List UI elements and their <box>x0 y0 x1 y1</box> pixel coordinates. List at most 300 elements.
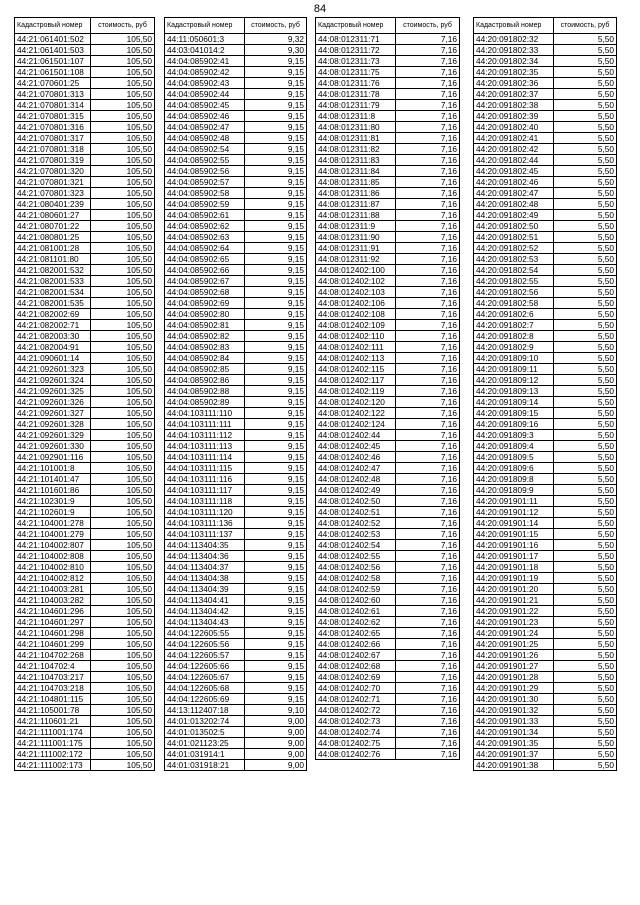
cost-value: 105,50 <box>91 485 155 496</box>
table-row <box>474 441 617 452</box>
cost-value: 7,16 <box>396 606 460 617</box>
cost-value: 7,16 <box>396 254 460 265</box>
table-row <box>316 694 460 705</box>
cadastral-number: 44:04:085902:68 <box>165 287 245 298</box>
table-row <box>165 320 307 331</box>
table-row <box>165 155 307 166</box>
table-row <box>316 749 460 760</box>
cadastral-number: 44:20:091901:23 <box>474 617 554 628</box>
cost-value: 9,15 <box>245 210 307 221</box>
table-row <box>165 716 307 727</box>
table-row <box>165 749 307 760</box>
cost-value: 7,16 <box>396 111 460 122</box>
table-row <box>15 386 155 397</box>
cost-value: 5,50 <box>554 584 617 595</box>
table-row <box>15 705 155 716</box>
cost-value: 7,16 <box>396 342 460 353</box>
table-row <box>474 694 617 705</box>
table-row <box>474 331 617 342</box>
table-row <box>165 232 307 243</box>
cadastral-number: 44:21:070601:25 <box>15 78 91 89</box>
cadastral-number: 44:20:091802:9 <box>474 342 554 353</box>
cost-value: 9,15 <box>245 419 307 430</box>
table-row <box>165 45 307 56</box>
cadastral-number: 44:04:085902:43 <box>165 78 245 89</box>
cadastral-number: 44:20:091809:9 <box>474 485 554 496</box>
table-row <box>165 628 307 639</box>
table-row <box>165 430 307 441</box>
cadastral-number: 44:21:092901:116 <box>15 452 91 463</box>
table-row <box>316 276 460 287</box>
table-row <box>474 540 617 551</box>
cadastral-number: 44:20:091802:54 <box>474 265 554 276</box>
table-row <box>165 661 307 672</box>
header-cost: стоимость, руб <box>396 18 460 34</box>
cadastral-number: 44:21:070801:317 <box>15 133 91 144</box>
table-row <box>474 628 617 639</box>
cadastral-number: 44:04:085902:55 <box>165 155 245 166</box>
cadastral-number: 44:21:080601:27 <box>15 210 91 221</box>
cost-value: 7,16 <box>396 67 460 78</box>
cadastral-number: 44:20:091802:6 <box>474 309 554 320</box>
cost-value: 9,15 <box>245 155 307 166</box>
cost-value: 5,50 <box>554 254 617 265</box>
cadastral-table <box>473 17 617 771</box>
cost-value: 105,50 <box>91 760 155 771</box>
table-row <box>474 287 617 298</box>
table-row <box>15 353 155 364</box>
cadastral-number: 44:20:091802:51 <box>474 232 554 243</box>
cadastral-number: 44:21:104601:298 <box>15 628 91 639</box>
cadastral-number: 44:08:012311:9 <box>316 221 396 232</box>
cadastral-number: 44:08:012402:60 <box>316 595 396 606</box>
table-header-row <box>474 18 617 34</box>
table-row <box>165 639 307 650</box>
cost-value: 9,15 <box>245 287 307 298</box>
table-row <box>15 595 155 606</box>
table-row <box>15 155 155 166</box>
table-row <box>165 276 307 287</box>
table-row <box>316 342 460 353</box>
cost-value: 9,15 <box>245 320 307 331</box>
table-row <box>15 188 155 199</box>
cadastral-number: 44:04:113404:36 <box>165 551 245 562</box>
cadastral-number: 44:08:012402:55 <box>316 551 396 562</box>
table-row <box>316 727 460 738</box>
cadastral-number: 44:08:012311:83 <box>316 155 396 166</box>
cadastral-number: 44:04:113404:39 <box>165 584 245 595</box>
cost-value: 5,50 <box>554 595 617 606</box>
table-row <box>165 441 307 452</box>
cadastral-number: 44:04:085902:61 <box>165 210 245 221</box>
cost-value: 5,50 <box>554 34 617 45</box>
cost-value: 7,16 <box>396 353 460 364</box>
cost-value: 105,50 <box>91 122 155 133</box>
cost-value: 105,50 <box>91 221 155 232</box>
cadastral-number: 44:20:091802:56 <box>474 287 554 298</box>
table-row <box>316 56 460 67</box>
cost-value: 105,50 <box>91 155 155 166</box>
cadastral-number: 44:08:012311:73 <box>316 56 396 67</box>
table-row <box>15 452 155 463</box>
cadastral-number: 44:01:013502:5 <box>165 727 245 738</box>
table-row <box>474 452 617 463</box>
cadastral-number: 44:08:012311:87 <box>316 199 396 210</box>
cadastral-number: 44:21:082002:69 <box>15 309 91 320</box>
cost-value: 7,16 <box>396 518 460 529</box>
table-row <box>165 540 307 551</box>
cadastral-number: 44:04:113404:37 <box>165 562 245 573</box>
cost-value: 9,00 <box>245 749 307 760</box>
cost-value: 9,15 <box>245 276 307 287</box>
cadastral-number: 44:20:091901:28 <box>474 672 554 683</box>
table-row <box>474 683 617 694</box>
cadastral-number: 44:21:092601:325 <box>15 386 91 397</box>
cadastral-number: 44:20:091901:22 <box>474 606 554 617</box>
table-row <box>165 650 307 661</box>
cadastral-number: 44:20:091809:5 <box>474 452 554 463</box>
table-row <box>165 562 307 573</box>
table-row <box>165 265 307 276</box>
cost-value: 5,50 <box>554 276 617 287</box>
cadastral-number: 44:20:091901:12 <box>474 507 554 518</box>
cadastral-number: 44:21:092601:327 <box>15 408 91 419</box>
table-row <box>15 45 155 56</box>
cadastral-number: 44:20:091809:8 <box>474 474 554 485</box>
table-row <box>15 474 155 485</box>
cost-value: 9,15 <box>245 221 307 232</box>
table-row <box>15 89 155 100</box>
table-row <box>15 56 155 67</box>
cost-value: 7,16 <box>396 166 460 177</box>
cadastral-number: 44:08:012402:73 <box>316 716 396 727</box>
cost-value: 5,50 <box>554 199 617 210</box>
cost-value: 7,16 <box>396 78 460 89</box>
cost-value: 5,50 <box>554 496 617 507</box>
table-row <box>474 89 617 100</box>
cost-value: 7,16 <box>396 309 460 320</box>
cadastral-number: 44:21:070801:316 <box>15 122 91 133</box>
cost-value: 5,50 <box>554 639 617 650</box>
cadastral-number: 44:04:113404:35 <box>165 540 245 551</box>
cost-value: 9,15 <box>245 177 307 188</box>
table-row <box>165 386 307 397</box>
cost-value: 5,50 <box>554 540 617 551</box>
cost-value: 7,16 <box>396 100 460 111</box>
cadastral-number: 44:20:091809:13 <box>474 386 554 397</box>
table-row <box>15 518 155 529</box>
cadastral-number: 44:20:091809:11 <box>474 364 554 375</box>
table-row <box>165 298 307 309</box>
cost-value: 5,50 <box>554 738 617 749</box>
cadastral-number: 44:20:091901:19 <box>474 573 554 584</box>
table-row <box>165 34 307 45</box>
cadastral-number: 44:04:122605:68 <box>165 683 245 694</box>
cost-value: 105,50 <box>91 496 155 507</box>
cost-value: 7,16 <box>396 199 460 210</box>
table-row <box>165 221 307 232</box>
cost-value: 5,50 <box>554 78 617 89</box>
cadastral-number: 44:04:085902:80 <box>165 309 245 320</box>
cost-value: 105,50 <box>91 397 155 408</box>
cadastral-number: 44:08:012402:52 <box>316 518 396 529</box>
cost-value: 105,50 <box>91 518 155 529</box>
cadastral-number: 44:08:012402:48 <box>316 474 396 485</box>
cost-value: 105,50 <box>91 551 155 562</box>
cadastral-number: 44:04:085902:88 <box>165 386 245 397</box>
table-row <box>165 133 307 144</box>
cadastral-number: 44:08:012402:100 <box>316 265 396 276</box>
table-row <box>474 661 617 672</box>
cadastral-number: 44:20:091901:27 <box>474 661 554 672</box>
cost-value: 9,15 <box>245 573 307 584</box>
cost-value: 9,15 <box>245 474 307 485</box>
cost-value: 105,50 <box>91 452 155 463</box>
table-row <box>474 67 617 78</box>
cost-value: 7,16 <box>396 716 460 727</box>
table-row <box>474 463 617 474</box>
cost-value: 105,50 <box>91 749 155 760</box>
cadastral-number: 44:21:092601:330 <box>15 441 91 452</box>
cost-value: 105,50 <box>91 320 155 331</box>
table-row <box>316 617 460 628</box>
cadastral-number: 44:08:012311:8 <box>316 111 396 122</box>
table-row <box>316 540 460 551</box>
cadastral-number: 44:21:070801:318 <box>15 144 91 155</box>
cadastral-number: 44:08:012402:110 <box>316 331 396 342</box>
cost-value: 7,16 <box>396 265 460 276</box>
cost-value: 7,16 <box>396 661 460 672</box>
cadastral-number: 44:04:113404:41 <box>165 595 245 606</box>
cadastral-number: 44:21:110601:21 <box>15 716 91 727</box>
cost-value: 7,16 <box>396 474 460 485</box>
table-row <box>316 441 460 452</box>
cost-value: 105,50 <box>91 331 155 342</box>
table-row <box>316 518 460 529</box>
table-row <box>15 210 155 221</box>
cadastral-number: 44:21:101001:8 <box>15 463 91 474</box>
table-row <box>474 188 617 199</box>
table-row <box>15 562 155 573</box>
cost-value: 9,15 <box>245 595 307 606</box>
table-row <box>316 298 460 309</box>
cost-value: 5,50 <box>554 650 617 661</box>
cost-value: 5,50 <box>554 628 617 639</box>
table-row <box>15 100 155 111</box>
cadastral-number: 44:20:091802:48 <box>474 199 554 210</box>
table-row <box>15 749 155 760</box>
cost-value: 7,16 <box>396 738 460 749</box>
table-row <box>15 496 155 507</box>
cadastral-number: 44:08:012402:44 <box>316 430 396 441</box>
table-row <box>474 155 617 166</box>
table-row <box>474 474 617 485</box>
table-row <box>316 320 460 331</box>
cadastral-number: 44:20:091809:12 <box>474 375 554 386</box>
cost-value: 105,50 <box>91 408 155 419</box>
cost-value: 5,50 <box>554 606 617 617</box>
cadastral-number: 44:08:012311:86 <box>316 188 396 199</box>
cadastral-number: 44:21:070801:323 <box>15 188 91 199</box>
cadastral-number: 44:04:085902:57 <box>165 177 245 188</box>
table-row <box>15 177 155 188</box>
header-cost: стоимость, руб <box>554 18 617 34</box>
table-row <box>316 133 460 144</box>
header-cadastral-number: Кадастровый номер <box>165 18 245 34</box>
cadastral-number: 44:20:091901:16 <box>474 540 554 551</box>
table-row <box>165 67 307 78</box>
page-number: 84 <box>313 3 327 15</box>
cost-value: 7,16 <box>396 331 460 342</box>
table-row <box>165 78 307 89</box>
cost-value: 7,16 <box>396 419 460 430</box>
cost-value: 105,50 <box>91 419 155 430</box>
cadastral-number: 44:08:012402:113 <box>316 353 396 364</box>
table-row <box>316 529 460 540</box>
cadastral-number: 44:21:092601:329 <box>15 430 91 441</box>
cost-value: 9,00 <box>245 727 307 738</box>
cost-value: 9,15 <box>245 452 307 463</box>
table-row <box>316 463 460 474</box>
cost-value: 105,50 <box>91 584 155 595</box>
cost-value: 7,16 <box>396 375 460 386</box>
cadastral-number: 44:20:091802:39 <box>474 111 554 122</box>
table-row <box>316 705 460 716</box>
cadastral-number: 44:21:070801:315 <box>15 111 91 122</box>
cost-value: 7,16 <box>396 56 460 67</box>
cost-value: 105,50 <box>91 463 155 474</box>
cadastral-number: 44:04:113404:43 <box>165 617 245 628</box>
cost-value: 7,16 <box>396 672 460 683</box>
cadastral-number: 44:08:012402:111 <box>316 342 396 353</box>
cost-value: 9,00 <box>245 738 307 749</box>
cost-value: 9,15 <box>245 111 307 122</box>
table-row <box>474 34 617 45</box>
cadastral-number: 44:21:092601:328 <box>15 419 91 430</box>
cost-value: 5,50 <box>554 430 617 441</box>
table-row <box>15 441 155 452</box>
table-row <box>316 584 460 595</box>
cadastral-number: 44:20:091901:29 <box>474 683 554 694</box>
table-row <box>474 375 617 386</box>
cost-value: 7,16 <box>396 628 460 639</box>
table-row <box>165 727 307 738</box>
cadastral-number: 44:20:091802:7 <box>474 320 554 331</box>
table-row <box>165 342 307 353</box>
cadastral-number: 44:20:091901:14 <box>474 518 554 529</box>
table-row <box>316 650 460 661</box>
cadastral-table <box>164 17 307 771</box>
table-row <box>474 562 617 573</box>
table-row <box>165 738 307 749</box>
cost-value: 105,50 <box>91 232 155 243</box>
cost-value: 105,50 <box>91 353 155 364</box>
cost-value: 9,15 <box>245 232 307 243</box>
cost-value: 5,50 <box>554 562 617 573</box>
table-row <box>474 265 617 276</box>
table-row <box>474 617 617 628</box>
cadastral-number: 44:03:041014:2 <box>165 45 245 56</box>
cost-value: 105,50 <box>91 166 155 177</box>
cadastral-number: 44:04:085902:67 <box>165 276 245 287</box>
table-row <box>15 276 155 287</box>
cadastral-number: 44:21:082004:91 <box>15 342 91 353</box>
table-row <box>316 738 460 749</box>
cost-value: 9,15 <box>245 529 307 540</box>
table-header-row <box>316 18 460 34</box>
cadastral-number: 44:04:085902:48 <box>165 133 245 144</box>
table-row <box>474 177 617 188</box>
cost-value: 9,15 <box>245 496 307 507</box>
cadastral-number: 44:20:091802:52 <box>474 243 554 254</box>
cost-value: 7,16 <box>396 210 460 221</box>
cost-value: 7,16 <box>396 276 460 287</box>
table-row <box>165 243 307 254</box>
table-row <box>165 177 307 188</box>
table-row <box>15 617 155 628</box>
table-row <box>474 342 617 353</box>
table-row <box>474 760 617 771</box>
cadastral-number: 44:08:012311:76 <box>316 78 396 89</box>
cost-value: 5,50 <box>554 232 617 243</box>
cadastral-number: 44:20:091809:3 <box>474 430 554 441</box>
table-row <box>316 595 460 606</box>
cost-value: 9,15 <box>245 562 307 573</box>
cadastral-number: 44:21:080401:239 <box>15 199 91 210</box>
cadastral-number: 44:08:012311:90 <box>316 232 396 243</box>
table-row <box>15 573 155 584</box>
cost-value: 9,15 <box>245 199 307 210</box>
table-row <box>316 661 460 672</box>
cadastral-number: 44:08:012402:106 <box>316 298 396 309</box>
cadastral-number: 44:08:012311:71 <box>316 34 396 45</box>
cadastral-number: 44:08:012402:69 <box>316 672 396 683</box>
cadastral-number: 44:08:012402:46 <box>316 452 396 463</box>
cost-value: 5,50 <box>554 122 617 133</box>
cost-value: 5,50 <box>554 144 617 155</box>
cost-value: 9,15 <box>245 540 307 551</box>
table-column-3 <box>315 17 460 760</box>
cadastral-number: 44:04:103111:114 <box>165 452 245 463</box>
cost-value: 5,50 <box>554 375 617 386</box>
cadastral-number: 44:20:091901:26 <box>474 650 554 661</box>
table-row <box>316 45 460 56</box>
cadastral-number: 44:21:104601:297 <box>15 617 91 628</box>
cadastral-number: 44:21:105001:78 <box>15 705 91 716</box>
cadastral-number: 44:04:085902:64 <box>165 243 245 254</box>
table-row <box>474 529 617 540</box>
cost-value: 5,50 <box>554 661 617 672</box>
cadastral-number: 44:08:012402:102 <box>316 276 396 287</box>
cost-value: 5,50 <box>554 408 617 419</box>
table-row <box>474 320 617 331</box>
cadastral-number: 44:21:070801:314 <box>15 100 91 111</box>
cadastral-number: 44:21:092601:323 <box>15 364 91 375</box>
cost-value: 9,15 <box>245 650 307 661</box>
table-row <box>474 518 617 529</box>
cost-value: 5,50 <box>554 760 617 771</box>
cost-value: 105,50 <box>91 705 155 716</box>
cost-value: 7,16 <box>396 452 460 463</box>
cadastral-number: 44:08:012311:92 <box>316 254 396 265</box>
cadastral-number: 44:21:101401:47 <box>15 474 91 485</box>
header-cadastral-number: Кадастровый номер <box>316 18 396 34</box>
cadastral-number: 44:08:012402:108 <box>316 309 396 320</box>
table-row <box>316 155 460 166</box>
table-row <box>15 287 155 298</box>
cadastral-number: 44:21:101601:86 <box>15 485 91 496</box>
cadastral-number: 44:21:104601:296 <box>15 606 91 617</box>
